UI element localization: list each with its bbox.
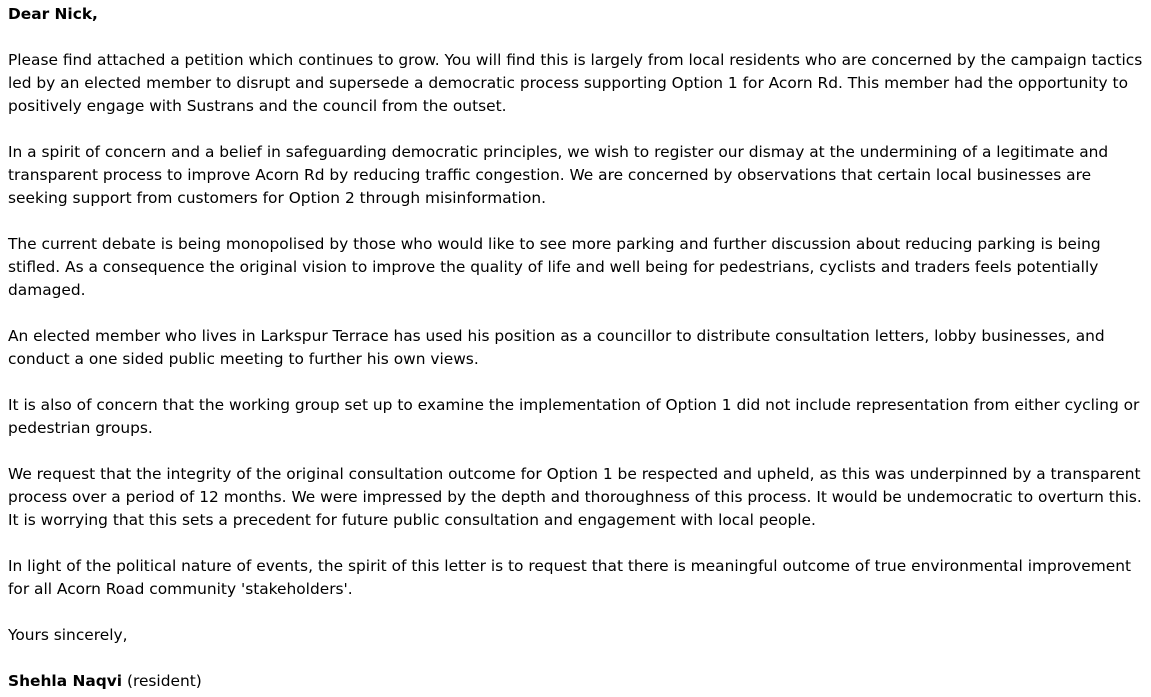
letter-closing: Yours sincerely, [8,626,128,644]
letter-paragraph: We request that the integrity of the original consultation outcome for Option 1 be respected and upheld, as this was underpinned by a transparent process over a period of 12 months. We were impressed by the depth and thoroughness of this process. It would be undemocratic to overturn this. It is worrying that this sets a precedent for future public consultation and engagement with local people. [8,465,1142,529]
letter-body [8,3,1148,693]
letter-paragraph: In a spirit of concern and a belief in safeguarding democratic principles, we wish to register our dismay at the undermining of a legitimate and transparent process to improve Acorn Rd by reducing traffic congestion. We are concerned by observations that certain local businesses are seeking support from customers for Option 2 through misinformation. [8,143,1109,207]
letter-signature [8,670,1148,693]
letter-paragraph: Please find attached a petition which continues to grow. You will find this is largely from local residents who are concerned by the campaign tactics led by an elected member to disrupt and supersede a democratic process supporting Option 1 for Acorn Rd. This member had the opportunity to positively engage with Sustrans and the council from the outset. [8,51,1143,115]
signature-name: Shehla Naqvi [8,672,123,690]
letter-paragraph: The current debate is being monopolised by those who would like to see more parking and further discussion about reducing parking is being stifled. As a consequence the original vision to improve the quality of life and well being for pedestrians, cyclists and traders feels potentially damaged. [8,235,1101,299]
letter-paragraph: In light of the political nature of events, the spirit of this letter is to request that there is meaningful outcome of true environmental improvement for all Acorn Road community 'stakeholders'. [8,557,1131,598]
signature-role: (resident) [122,672,202,690]
letter-greeting: Dear Nick, [8,5,98,23]
letter-paragraph: An elected member who lives in Larkspur Terrace has used his position as a councillor to distribute consultation letters, lobby businesses, and conduct a one sided public meeting to further his own views. [8,327,1105,368]
letter-paragraph: It is also of concern that the working group set up to examine the implementation of Option 1 did not include representation from either cycling or pedestrian groups. [8,396,1140,437]
